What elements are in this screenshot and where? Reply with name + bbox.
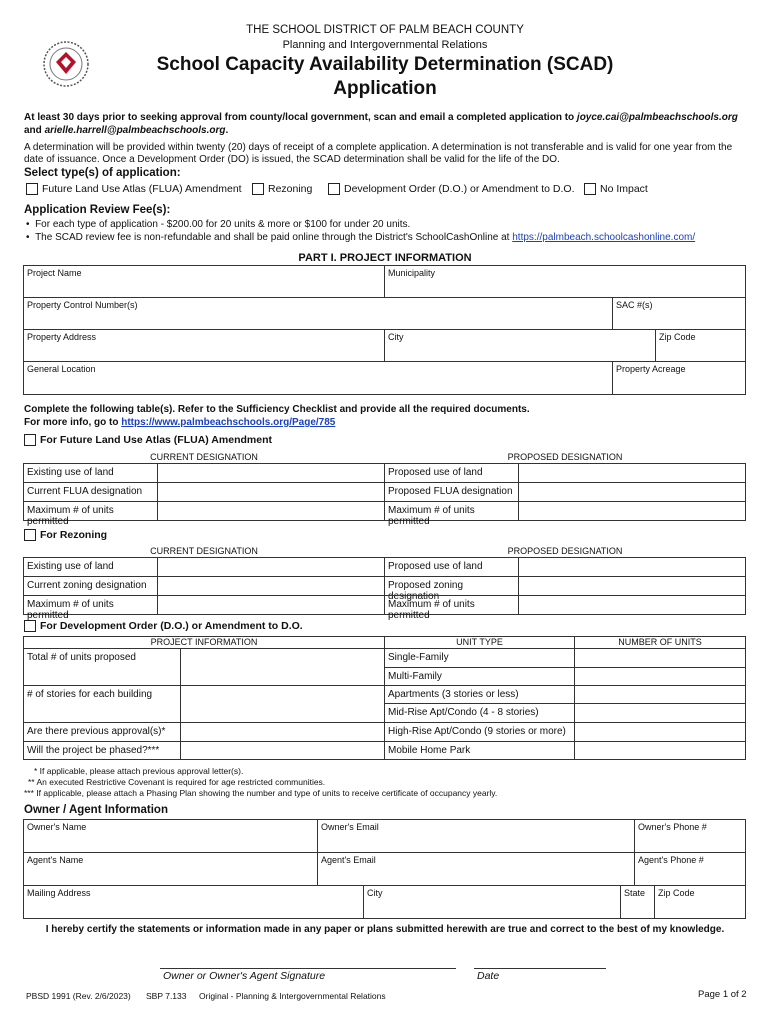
submit-end: . [225,125,229,136]
footnote-1: * If applicable, please attach previous approval letter(s). [34,766,244,776]
agent-name-field[interactable] [23,852,318,886]
do-unit-type-header-text: UNIT TYPE [456,637,503,647]
flua-heading-text: For Future Land Use Atlas (FLUA) Amendment [40,434,272,446]
tables-instructions: Complete the following table(s). Refer to the Sufficiency Checklist and provide all the required documents. [24,404,530,415]
zip-field[interactable] [655,329,746,362]
certification-statement: I hereby certify the statements or information made in any paper or plans submitted herewith are true and correct to the best of my knowledge. [45,924,725,935]
state-field[interactable] [620,885,655,919]
rezoning-row [384,557,519,577]
owner-zip-label: Zip Code [658,888,695,898]
sac-field[interactable] [612,297,746,330]
rezoning-row [23,576,158,596]
rezoning-current-header: CURRENT DESIGNATION [150,546,258,556]
rezoning-current-zoning-input[interactable] [157,576,385,596]
acreage-label: Property Acreage [616,364,686,374]
rezoning-heading[interactable] [24,529,107,541]
rezoning-current-max-units-input[interactable] [157,595,385,615]
fee-bullet-2-text: The SCAD review fee is non-refundable and shall be paid online through the District's SchoolCashOnline at [35,232,513,243]
units-multi-family-input[interactable] [574,667,746,686]
do-total-units-input[interactable] [180,648,385,686]
submit-text: At least 30 days prior to seeking approval from county/local government, scan and email a completed application to [24,112,577,123]
owner-name-field[interactable] [23,819,318,853]
owner-email-label: Owner's Email [321,822,379,832]
flua-row [23,482,158,502]
project-name-label: Project Name [27,268,82,278]
rezoning-left-label: Existing use of land [27,561,114,572]
rezoning-row [23,595,158,621]
flua-proposed-designation-input[interactable] [518,482,746,502]
determination-text: A determination will be provided within twenty (20) days of receipt of a complete application. A determination is not transferable and is valid for one year from the date of issuance. Once a Development Order (DO) is issued, the SCAD determination shall be valid for the life of the DO. [24,142,733,165]
do-stories-input[interactable] [180,685,385,723]
agent-phone-field[interactable] [634,852,746,886]
footnote-3: *** If applicable, please attach a Phasing Plan showing the number and type of units to receive certificate of occupancy yearly. [24,788,498,798]
rezoning-proposed-zoning-input[interactable] [518,576,746,596]
unit-type-label: Mobile Home Park [388,745,471,756]
general-location-label: General Location [27,364,96,374]
owner-heading: Owner / Agent Information [24,804,168,816]
rezoning-existing-use-input[interactable] [157,557,385,577]
owner-city-field[interactable] [363,885,621,919]
footnote-2: ** An executed Restrictive Covenant is required for age restricted communities. [28,777,326,787]
type-option-no-impact[interactable] [584,183,648,195]
agent-name-label: Agent's Name [27,855,84,865]
signature-label: Owner or Owner's Agent Signature [163,970,326,982]
original-routing: Original - Planning & Intergovernmental Relations [199,991,386,1001]
owner-zip-field[interactable] [654,885,746,919]
more-info-text: For more info, go to [24,417,122,428]
rezoning-right-label: Maximum # of units permitted [388,599,475,621]
part1-title: PART I. PROJECT INFORMATION [298,252,472,264]
municipality-label: Municipality [388,268,436,278]
flua-checkbox[interactable] [26,183,38,195]
owner-city-label: City [367,888,383,898]
unit-type-row [384,703,575,723]
type-option-label: Development Order (D.O.) or Amendment to D.O. [344,183,575,195]
owner-phone-field[interactable] [634,819,746,853]
more-info-link[interactable]: https://www.palmbeachschools.org/Page/785 [121,417,336,428]
flua-row [384,501,519,527]
rezoning-right-label: Proposed zoning designation [388,580,464,602]
agent-email-field[interactable] [317,852,635,886]
type-option-rezoning[interactable] [252,183,312,195]
form-number: PBSD 1991 (Rev. 2/6/2023) [26,991,131,1001]
unit-type-label: Mid-Rise Apt/Condo (4 - 8 stories) [388,707,539,718]
type-option-label: Rezoning [268,183,313,195]
agent-phone-label: Agent's Phone # [638,855,704,865]
type-option-label: No Impact [600,183,648,195]
unit-type-row [384,648,575,668]
property-address-field[interactable] [23,329,385,362]
do-stories-label [23,685,181,723]
mailing-address-field[interactable] [23,885,364,919]
department-name: Planning and Intergovernmental Relations [282,39,488,51]
unit-type-row [384,685,575,704]
email-link-1[interactable]: joyce.cai@palmbeachschools.org [576,112,738,123]
flua-heading[interactable] [24,434,272,446]
owner-name-label: Owner's Name [27,822,87,832]
flua-current-header: CURRENT DESIGNATION [150,452,258,462]
signature-line[interactable] [160,968,456,969]
owner-phone-label: Owner's Phone # [638,822,707,832]
type-option-do[interactable] [328,183,575,195]
zip-label: Zip Code [659,332,696,342]
do-heading[interactable] [24,620,303,632]
flua-proposed-header: PROPOSED DESIGNATION [507,452,623,462]
unit-type-row [384,741,575,760]
rezoning-proposed-header: PROPOSED DESIGNATION [507,546,623,556]
flua-right-label: Proposed use of land [388,467,483,478]
rezoning-row [384,595,519,621]
do-previous-text: Are there previous approval(s)* [27,726,166,737]
city-field[interactable] [384,329,656,362]
unit-type-row [384,722,575,742]
no-impact-checkbox[interactable] [584,183,596,195]
date-line[interactable] [474,968,606,969]
submit-and: and [24,125,45,136]
rezoning-row [384,576,519,602]
property-address-label: Property Address [27,332,97,342]
date-label: Date [477,970,500,982]
flua-proposed-max-units-input[interactable] [518,501,746,521]
flua-right-label: Maximum # of units permitted [388,505,475,527]
fees-heading: Application Review Fee(s): [24,204,171,216]
do-phased-text: Will the project be phased?*** [27,745,160,756]
municipality-field[interactable] [384,265,746,298]
more-info-line [24,417,335,428]
fee-bullet-2: • The SCAD review fee is non-refundable and shall be paid online through the District's SchoolCashOnline at https://palmbeach.schoolcashonline.com/ [26,232,696,243]
do-table-checkbox[interactable] [24,620,36,632]
flua-row [384,463,519,483]
flua-row [384,482,519,502]
unit-type-label: Multi-Family [388,671,442,682]
do-total-units-text: Total # of units proposed [27,652,136,663]
units-highrise-input[interactable] [574,722,746,742]
do-previous-input[interactable] [180,722,385,742]
district-name: THE SCHOOL DISTRICT OF PALM BEACH COUNTY [246,24,524,36]
unit-type-label: High-Rise Apt/Condo (9 stories or more) [388,726,566,737]
submission-instructions [24,111,754,137]
rezoning-proposed-use-input[interactable] [518,557,746,577]
general-location-field[interactable] [23,361,613,395]
flua-row [23,501,158,527]
rezoning-left-label: Maximum # of units permitted [27,599,114,621]
unit-type-label: Apartments (3 stories or less) [388,689,519,700]
rezoning-left-label: Current zoning designation [27,580,147,591]
flua-left-label: Existing use of land [27,467,114,478]
flua-left-label: Maximum # of units permitted [27,505,114,527]
schoolcash-link[interactable]: https://palmbeach.schoolcashonline.com/ [512,232,696,243]
do-project-info-header-text: PROJECT INFORMATION [150,637,258,647]
type-option-label: Future Land Use Atlas (FLUA) Amendment [42,183,242,195]
agent-email-label: Agent's Email [321,855,376,865]
do-total-units-label [23,648,181,686]
units-apartments-input[interactable] [574,685,746,704]
rezoning-heading-text: For Rezoning [40,529,108,541]
city-label: City [388,332,404,342]
flua-row [23,463,158,483]
rezoning-right-label: Proposed use of land [388,561,483,572]
pcn-field[interactable] [23,297,613,330]
flua-existing-use-input[interactable] [157,463,385,483]
project-name-field[interactable] [23,265,385,298]
flua-current-max-units-input[interactable] [157,501,385,521]
owner-email-field[interactable] [317,819,635,853]
fee-bullet-1: • For each type of application - $200.00 for 20 units & more or $100 for under 20 units. [26,219,411,230]
state-label: State [624,888,646,898]
page-title: School Capacity Availability Determination (SCAD) [156,54,614,75]
do-checkbox[interactable] [328,183,340,195]
mailing-address-label: Mailing Address [27,888,91,898]
do-num-units-header-text: NUMBER OF UNITS [618,637,702,647]
flua-current-designation-input[interactable] [157,482,385,502]
pcn-label: Property Control Number(s) [27,300,138,310]
do-phased-label [23,741,181,760]
flua-proposed-use-input[interactable] [518,463,746,483]
fee-bullet-1-text: For each type of application - $200.00 for 20 units & more or $100 for under 20 units. [35,219,411,230]
rezoning-table-checkbox[interactable] [24,529,36,541]
type-option-flua[interactable] [26,183,242,195]
acreage-field[interactable] [612,361,746,395]
email-link-2[interactable]: arielle.harrell@palmbeachschools.org [44,125,226,136]
units-mobile-home-input[interactable] [574,741,746,760]
rezoning-checkbox[interactable] [252,183,264,195]
rezoning-row [23,557,158,577]
page-title-line2: Application [333,78,437,99]
types-heading: Select type(s) of application: [24,167,181,179]
flua-right-label: Proposed FLUA designation [388,486,513,497]
units-midrise-input[interactable] [574,703,746,723]
sbp-number: SBP 7.133 [146,991,187,1001]
flua-left-label: Current FLUA designation [27,486,143,497]
unit-type-label: Single-Family [388,652,449,663]
do-phased-input[interactable] [180,741,385,760]
rezoning-proposed-max-units-input[interactable] [518,595,746,615]
units-single-family-input[interactable] [574,648,746,668]
unit-type-row [384,667,575,686]
sac-label: SAC #(s) [616,300,653,310]
do-stories-text: # of stories for each building [27,689,153,700]
do-heading-text: For Development Order (D.O.) or Amendment to D.O. [40,620,303,632]
page-number: Page 1 of 2 [698,989,747,1000]
do-previous-label [23,722,181,742]
flua-table-checkbox[interactable] [24,434,36,446]
